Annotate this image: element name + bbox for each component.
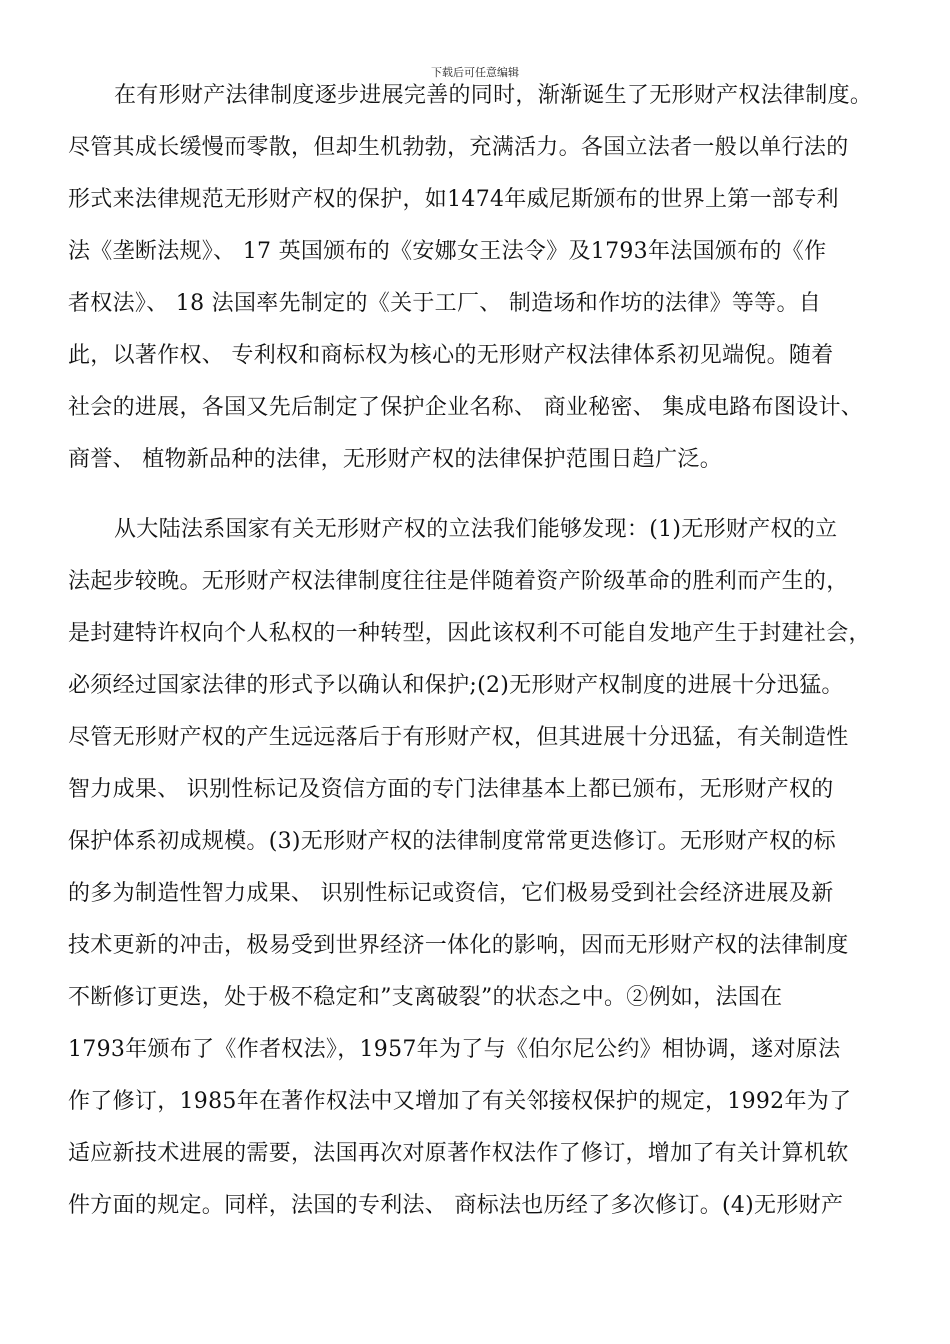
text-line: 适应新技术进展的需要，法国再次对原著作权法作了修订，增加了有关计算机软 [68, 1141, 849, 1166]
text-line: 社会的进展，各国又先后制定了保护企业名称、 商业秘密、 集成电路布图设计、 [68, 395, 864, 420]
text-line: 件方面的规定。同样，法国的专利法、 商标法也历经了多次修订。(4)无形财产 [68, 1193, 844, 1218]
text-line: 形式来法律规范无形财产权的保护，如1474年威尼斯颁布的世界上第一部专利 [68, 187, 839, 212]
text-line: 在有形财产法律制度逐步进展完善的同时，渐渐诞生了无形财产权法律制度。 [114, 83, 873, 108]
paragraph-1 [68, 70, 898, 486]
text-line: 智力成果、 识别性标记及资信方面的专门法律基本上都已颁布，无形财产权的 [68, 777, 834, 802]
paragraph-2 [68, 504, 898, 1232]
text-line: 者权法》、 18 法国率先制定的《关于工厂、 制造场和作坊的法律》等等。自 [68, 291, 822, 316]
text-line: 必须经过国家法律的形式予以确认和保护;(2)无形财产权制度的进展十分迅猛。 [68, 673, 844, 698]
text-line: 尽管其成长缓慢而零散，但却生机勃勃，充满活力。各国立法者一般以单行法的 [68, 135, 849, 160]
text-line: 作了修订，1985年在著作权法中又增加了有关邻接权保护的规定，1992年为了 [68, 1089, 852, 1114]
header-note: 下载后可任意编辑 [431, 66, 519, 79]
text-line: 的多为制造性智力成果、 识别性标记或资信，它们极易受到社会经济进展及新 [68, 881, 834, 906]
text-line: 此，以著作权、 专利权和商标权为核心的无形财产权法律体系初见端倪。随着 [68, 343, 834, 368]
text-line: 商誉、 植物新品种的法律，无形财产权的法律保护范围日趋广泛。 [68, 447, 722, 472]
text-line: 法《垄断法规》、 17 英国颁布的《安娜女王法令》及1793年法国颁布的《作 [68, 239, 827, 264]
text-line: 不断修订更迭，处于极不稳定和”支离破裂”的状态之中。②例如，法国在 [68, 985, 783, 1010]
text-line: 1793年颁布了《作者权法》，1957年为了与《伯尔尼公约》相协调，遂对原法 [68, 1037, 841, 1062]
text-line: 从大陆法系国家有关无形财产权的立法我们能够发现：(1)无形财产权的立 [114, 517, 838, 542]
text-line: 法起步较晚。无形财产权法律制度往往是伴随着资产阶级革命的胜利而产生的， [68, 569, 849, 594]
text-line: 技术更新的冲击，极易受到世界经济一体化的影响，因而无形财产权的法律制度 [68, 933, 849, 958]
text-line: 是封建特许权向个人私权的一种转型，因此该权利不可能自发地产生于封建社会， [68, 621, 871, 646]
text-line: 保护体系初成规模。(3)无形财产权的法律制度常常更迭修订。无形财产权的标 [68, 829, 836, 854]
text-line: 尽管无形财产权的产生远远落后于有形财产权，但其进展十分迅猛，有关制造性 [68, 725, 849, 750]
